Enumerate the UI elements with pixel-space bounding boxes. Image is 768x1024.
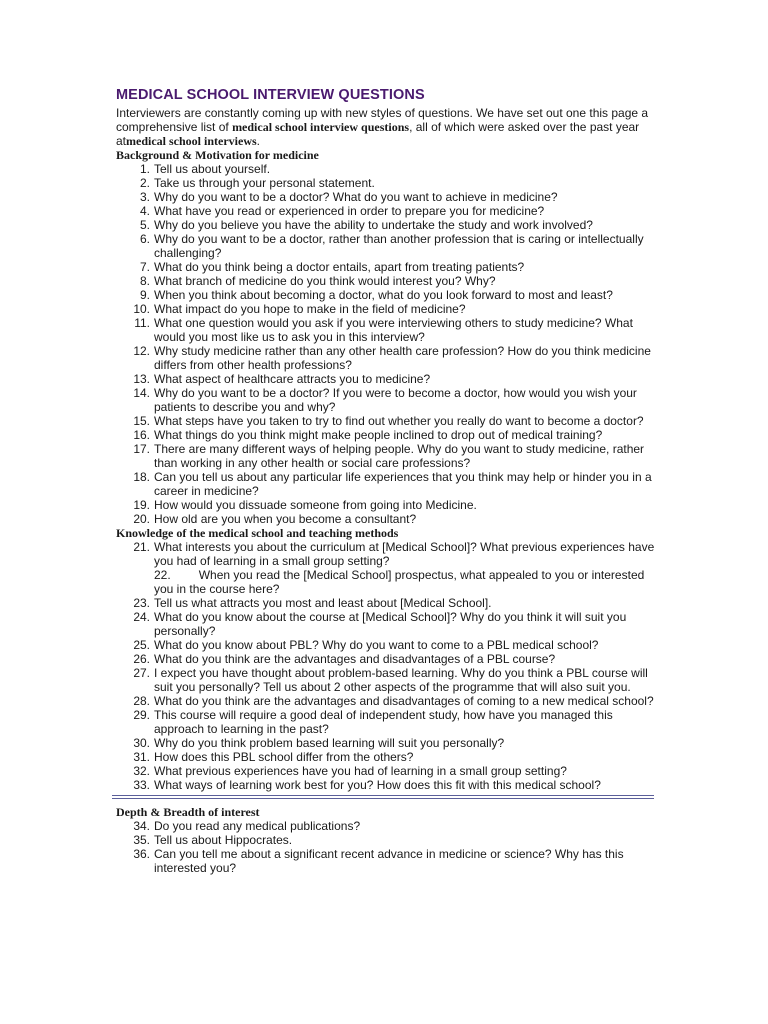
question-item xyxy=(116,764,656,778)
question-item xyxy=(116,847,656,875)
question-text: When you think about becoming a doctor, what do you look forward to most and least? xyxy=(154,288,613,302)
question-number: 36. xyxy=(133,847,150,861)
question-number: 19. xyxy=(133,498,150,512)
question-text: Do you read any medical publications? xyxy=(154,819,361,833)
question-item xyxy=(116,302,656,316)
question-text: What have you read or experienced in order to prepare you for medicine? xyxy=(154,204,545,218)
question-text: Can you tell me about a significant recent advance in medicine or science? Why has this interested you? xyxy=(154,847,624,875)
question-item xyxy=(116,176,656,190)
question-text: Tell us what attracts you most and least about [Medical School]. xyxy=(154,596,492,610)
question-text: Can you tell us about any particular life experiences that you think may help or hinder you in a career in medicine? xyxy=(154,470,652,498)
question-item xyxy=(116,386,656,414)
question-text: What things do you think might make people inclined to drop out of medical training? xyxy=(154,428,603,442)
question-item xyxy=(116,736,656,750)
question-item xyxy=(116,316,656,344)
question-number: 29. xyxy=(133,708,150,722)
question-text: Why do you think problem based learning will suit you personally? xyxy=(154,736,505,750)
question-number: 26. xyxy=(133,652,150,666)
question-number: 5. xyxy=(139,218,150,232)
intro-text-2: , all of which were asked over the past year at xyxy=(116,120,640,148)
question-text: There are many different ways of helping people. Why do you want to study medicine, rather than working in any other health or social care professions? xyxy=(154,442,645,470)
question-number: 17. xyxy=(133,442,150,456)
question-number: 21. xyxy=(133,540,150,554)
question-number: 32. xyxy=(133,764,150,778)
question-number: 28. xyxy=(133,694,150,708)
question-item xyxy=(116,652,656,666)
question-text: What interests you about the curriculum at [Medical School]? What previous experiences have you had of learning in a small group setting? xyxy=(154,540,655,568)
section-heading: Background & Motivation for medicine xyxy=(116,148,319,162)
question-text: What one question would you ask if you were interviewing others to study medicine? What would you most like us to ask you in this interview? xyxy=(154,316,633,344)
question-text: Why do you want to be a doctor? If you were to become a doctor, how would you wish your patients to describe you and why? xyxy=(154,386,637,414)
question-text: Take us through your personal statement. xyxy=(154,176,375,190)
question-number: 34. xyxy=(133,819,150,833)
question-item xyxy=(116,204,656,218)
question-number: 4. xyxy=(139,204,150,218)
question-item xyxy=(116,498,656,512)
question-item xyxy=(116,512,656,526)
question-number: 31. xyxy=(133,750,150,764)
intro-bold-2: medical school interviews xyxy=(126,134,257,148)
question-item xyxy=(116,750,656,764)
question-text: What aspect of healthcare attracts you to medicine? xyxy=(154,372,431,386)
question-item xyxy=(116,162,656,176)
question-list xyxy=(116,162,656,526)
intro-text-1: Interviewers are constantly coming up with new styles of questions. We have set out one this page a comprehensive list of xyxy=(116,106,649,134)
question-list xyxy=(116,540,656,792)
question-number: 10. xyxy=(133,302,150,316)
question-item xyxy=(116,414,656,428)
question-item xyxy=(116,218,656,232)
intro-text-3: . xyxy=(256,134,261,148)
section-heading: Knowledge of the medical school and teaching methods xyxy=(116,526,399,540)
question-text: What previous experiences have you had of learning in a small group setting? xyxy=(154,764,567,778)
question-number: 11. xyxy=(134,316,150,330)
section-heading: Depth & Breadth of interest xyxy=(116,805,260,819)
question-item xyxy=(116,819,656,833)
question-text: When you read the [Medical School] prospectus, what appealed to you or interested you in the course here? xyxy=(154,568,645,596)
question-item xyxy=(116,568,656,596)
question-item xyxy=(116,288,656,302)
question-number: 16. xyxy=(133,428,150,442)
question-number: 24. xyxy=(133,610,150,624)
question-text: Why study medicine rather than any other health care profession? How do you think medicine differs from other health professions? xyxy=(154,344,651,372)
question-number: 2. xyxy=(139,176,150,190)
question-text: Tell us about Hippocrates. xyxy=(154,833,293,847)
question-sections xyxy=(116,148,656,875)
intro-bold-1: medical school interview questions xyxy=(232,120,410,134)
question-number: 20. xyxy=(133,512,150,526)
question-number: 23. xyxy=(133,596,150,610)
question-text: What do you think are the advantages and disadvantages of a PBL course? xyxy=(154,652,556,666)
question-item xyxy=(116,470,656,498)
question-text: Why do you want to be a doctor, rather than another profession that is caring or intellectually challenging? xyxy=(154,232,644,260)
question-number: 33. xyxy=(133,778,150,792)
document-page xyxy=(116,86,656,875)
question-item xyxy=(116,442,656,470)
question-text: What do you think are the advantages and disadvantages of coming to a new medical school? xyxy=(154,694,654,708)
question-text: What do you know about the course at [Medical School]? Why do you think it will suit you personally? xyxy=(154,610,627,638)
question-number: 7. xyxy=(139,260,150,274)
question-item xyxy=(116,666,656,694)
question-item xyxy=(116,596,656,610)
question-item xyxy=(116,372,656,386)
question-number: 1. xyxy=(139,162,150,176)
question-text: What steps have you taken to try to find out whether you really do want to become a doctor? xyxy=(154,414,644,428)
question-item xyxy=(116,344,656,372)
question-text: Why do you believe you have the ability to undertake the study and work involved? xyxy=(154,218,593,232)
question-text: What branch of medicine do you think would interest you? Why? xyxy=(154,274,496,288)
question-number: 14. xyxy=(133,386,150,400)
question-item xyxy=(116,260,656,274)
question-text: Why do you want to be a doctor? What do you want to achieve in medicine? xyxy=(154,190,558,204)
question-number: 8. xyxy=(139,274,150,288)
question-number: 13. xyxy=(133,372,150,386)
question-item xyxy=(116,694,656,708)
question-text: How would you dissuade someone from going into Medicine. xyxy=(154,498,477,512)
question-number: 27. xyxy=(133,666,150,680)
question-text: What ways of learning work best for you? How does this fit with this medical school? xyxy=(154,778,601,792)
question-number: 18. xyxy=(133,470,150,484)
question-text: How old are you when you become a consultant? xyxy=(154,512,417,526)
question-item xyxy=(116,610,656,638)
question-item xyxy=(116,833,656,847)
question-item xyxy=(116,190,656,204)
question-text: What impact do you hope to make in the field of medicine? xyxy=(154,302,466,316)
question-item xyxy=(116,778,656,792)
question-item xyxy=(116,540,656,568)
question-list xyxy=(116,819,656,875)
question-item xyxy=(116,232,656,260)
question-item xyxy=(116,708,656,736)
question-text: How does this PBL school differ from the others? xyxy=(154,750,414,764)
question-text: What do you think being a doctor entails, apart from treating patients? xyxy=(154,260,525,274)
question-number: 3. xyxy=(139,190,150,204)
question-number: 30. xyxy=(133,736,150,750)
question-number: 6. xyxy=(139,232,150,246)
intro-paragraph xyxy=(116,106,656,148)
question-number: 12. xyxy=(133,344,150,358)
question-item xyxy=(116,428,656,442)
question-number: 22. xyxy=(154,568,171,582)
question-text: I expect you have thought about problem-based learning. Why do you think a PBL course will suit you personally? Tell us about 2 other aspects of the programme that will also suit you. xyxy=(154,666,648,694)
question-number: 25. xyxy=(133,638,150,652)
question-text: Tell us about yourself. xyxy=(154,162,271,176)
question-text: This course will require a good deal of independent study, how have you managed this approach to learning in the past? xyxy=(154,708,613,736)
section-divider xyxy=(112,795,654,799)
question-number: 9. xyxy=(139,288,150,302)
question-item xyxy=(116,274,656,288)
question-text: What do you know about PBL? Why do you want to come to a PBL medical school? xyxy=(154,638,599,652)
page-title: MEDICAL SCHOOL INTERVIEW QUESTIONS xyxy=(116,87,425,103)
question-number: 35. xyxy=(133,833,150,847)
question-number: 15. xyxy=(133,414,150,428)
question-item xyxy=(116,638,656,652)
